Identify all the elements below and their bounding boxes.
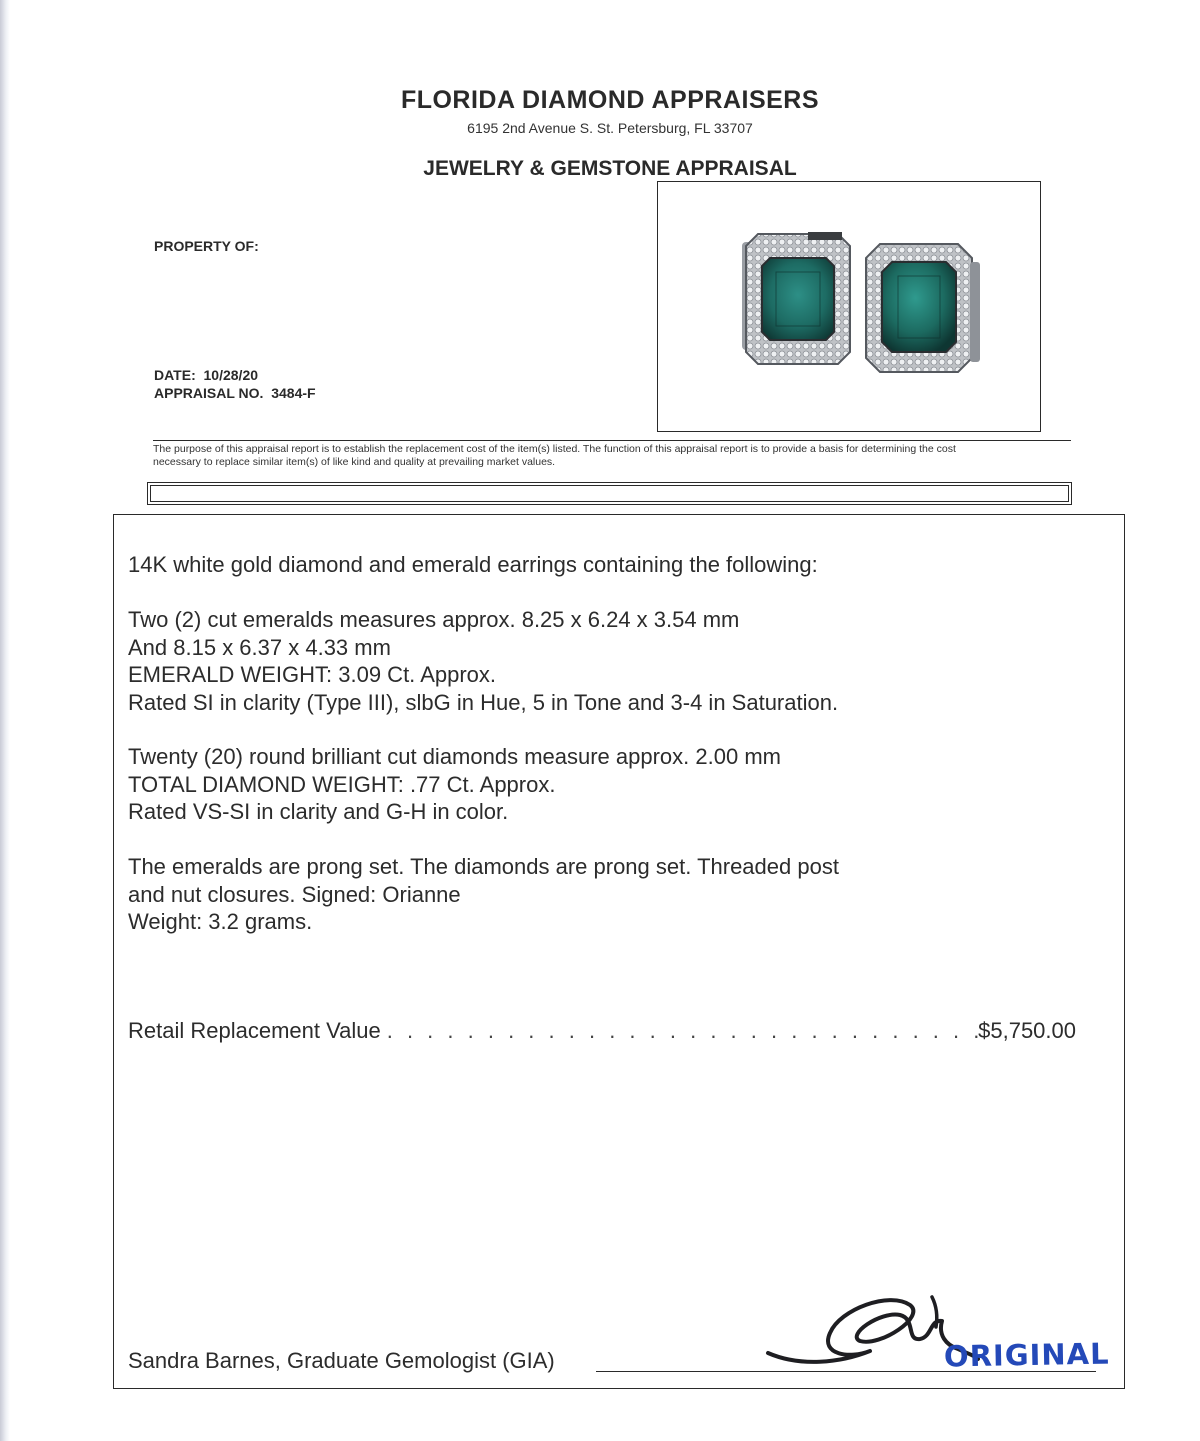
- right-earring: [866, 244, 980, 372]
- leader-dots: [381, 1018, 978, 1044]
- scan-edge: [0, 0, 10, 1441]
- replacement-value-label: Retail Replacement Value: [128, 1018, 381, 1043]
- document-title: JEWELRY & GEMSTONE APPRAISAL: [423, 157, 797, 180]
- left-earring: [742, 232, 850, 364]
- emerald-line: Rated SI in clarity (Type III), slbG in Hue, 5 in Tone and 3-4 in Saturation.: [128, 689, 839, 715]
- diamond-line: Rated VS-SI in clarity and G-H in color.: [128, 799, 509, 824]
- item-intro: 14K white gold diamond and emerald earrings containing the following:: [128, 552, 818, 577]
- company-name: FLORIDA DIAMOND APPRAISERS: [400, 86, 820, 114]
- original-stamp: ORIGINAL: [943, 1336, 1110, 1374]
- disclaimer-line: The purpose of this appraisal report is to establish the replacement cost of the item(s) listed. The function of this appraisal report is to provide a basis for determining the cost: [153, 443, 956, 455]
- replacement-value-line: [128, 1018, 1076, 1044]
- setting-line: and nut closures. Signed: Orianne: [128, 881, 461, 907]
- emerald-line: And 8.15 x 6.37 x 4.33 mm: [128, 634, 391, 660]
- appraisal-number-label: APPRAISAL NO.: [154, 385, 264, 401]
- date-label: DATE:: [154, 367, 196, 383]
- appraisal-number-value: 3484-F: [271, 385, 316, 401]
- disclaimer: [153, 440, 1071, 469]
- emerald-details: [128, 606, 838, 716]
- diamond-line: TOTAL DIAMOND WEIGHT: .77 Ct. Approx.: [128, 771, 556, 797]
- earrings-photo: [657, 181, 1041, 432]
- setting-line: The emeralds are prong set. The diamonds are prong set. Threaded post: [128, 854, 839, 879]
- appraisal-number-field: [154, 385, 316, 401]
- emerald-line: Two (2) cut emeralds measures approx. 8.25 x 6.24 x 3.54 mm: [128, 607, 740, 632]
- date-value: 10/28/20: [203, 367, 259, 383]
- setting-details: [128, 853, 839, 936]
- date-field: [154, 367, 258, 383]
- company-address: 6195 2nd Avenue S. St. Petersburg, FL 33707: [467, 120, 753, 136]
- emerald-line: EMERALD WEIGHT: 3.09 Ct. Approx.: [128, 662, 497, 687]
- property-of-label: PROPERTY OF:: [154, 238, 259, 254]
- setting-line: Weight: 3.2 grams.: [128, 909, 313, 934]
- diamond-line: Twenty (20) round brilliant cut diamonds measure approx. 2.00 mm: [128, 744, 781, 769]
- divider-box: [147, 482, 1072, 505]
- disclaimer-line: necessary to replace similar item(s) of like kind and quality at prevailing market values.: [153, 456, 556, 468]
- diamond-details: [128, 743, 781, 826]
- signer-name: Sandra Barnes, Graduate Gemologist (GIA): [128, 1348, 555, 1373]
- replacement-value-amount: $5,750.00: [978, 1018, 1076, 1043]
